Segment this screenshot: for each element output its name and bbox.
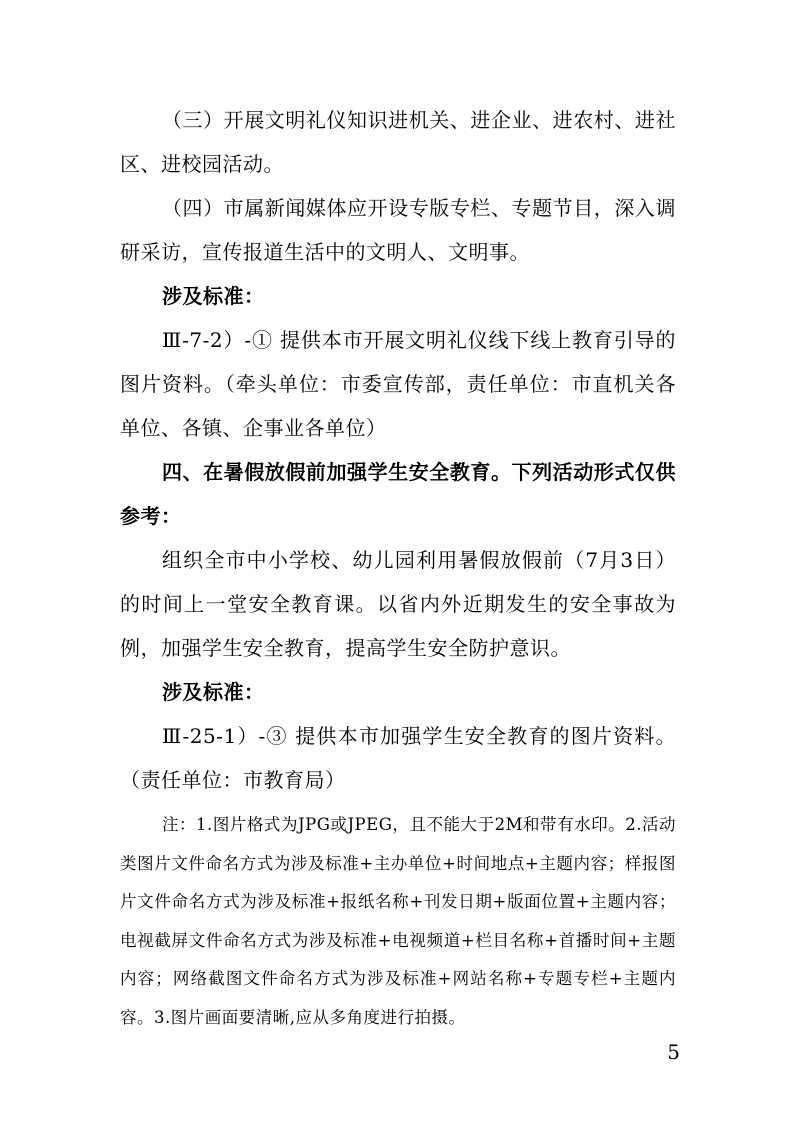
section-heading-4: 四、在暑假放假前加强学生安全教育。下列活动形式仅供参考： bbox=[120, 460, 676, 528]
standard-heading-1: 涉及标准： bbox=[162, 284, 265, 308]
paragraph-safety-education: 组织全市中小学校、幼儿园利用暑假放假前（7月3日）的时间上一堂安全教育课。以省内外近期发生的安全事故为例，加强学生安全教育，提高学生安全防护意识。 bbox=[120, 548, 676, 660]
paragraph-activity-3: （三）开展文明礼仪知识进机关、进企业、进农村、进社区、进校园活动。 bbox=[120, 108, 676, 176]
standard-item-1: Ⅲ-7-2）-① 提供本市开展文明礼仪线下线上教育引导的图片资料。（牵头单位：市委宣传部，责任单位：市直机关各单位、各镇、企事业各单位） bbox=[120, 328, 676, 440]
page-number: 5 bbox=[667, 1040, 680, 1064]
standard-heading-2: 涉及标准： bbox=[162, 680, 265, 704]
document-body bbox=[120, 98, 676, 1037]
image-requirements-note: 注：1.图片格式为JPG或JPEG，且不能大于2M和带有水印。2.活动类图片文件命名方式为涉及标准+主办单位+时间地点+主题内容；样报图片文件命名方式为涉及标准+报纸名称+刊发日期+版面位置+主题内容；电视截屏文件命名方式为涉及标准+电视频道+栏目名称+首播时间+主题内容；网络截图文件命名方式为涉及标准+网站名称+专题专栏+主题内容。3.图片画面要清晰,应从多角度进行拍摄。 bbox=[120, 815, 676, 1027]
standard-item-2: Ⅲ-25-1）-③ 提供本市加强学生安全教育的图片资料。（责任单位：市教育局） bbox=[120, 724, 676, 792]
paragraph-activity-4: （四）市属新闻媒体应开设专版专栏、专题节目，深入调研采访，宣传报道生活中的文明人、文明事。 bbox=[120, 196, 676, 264]
